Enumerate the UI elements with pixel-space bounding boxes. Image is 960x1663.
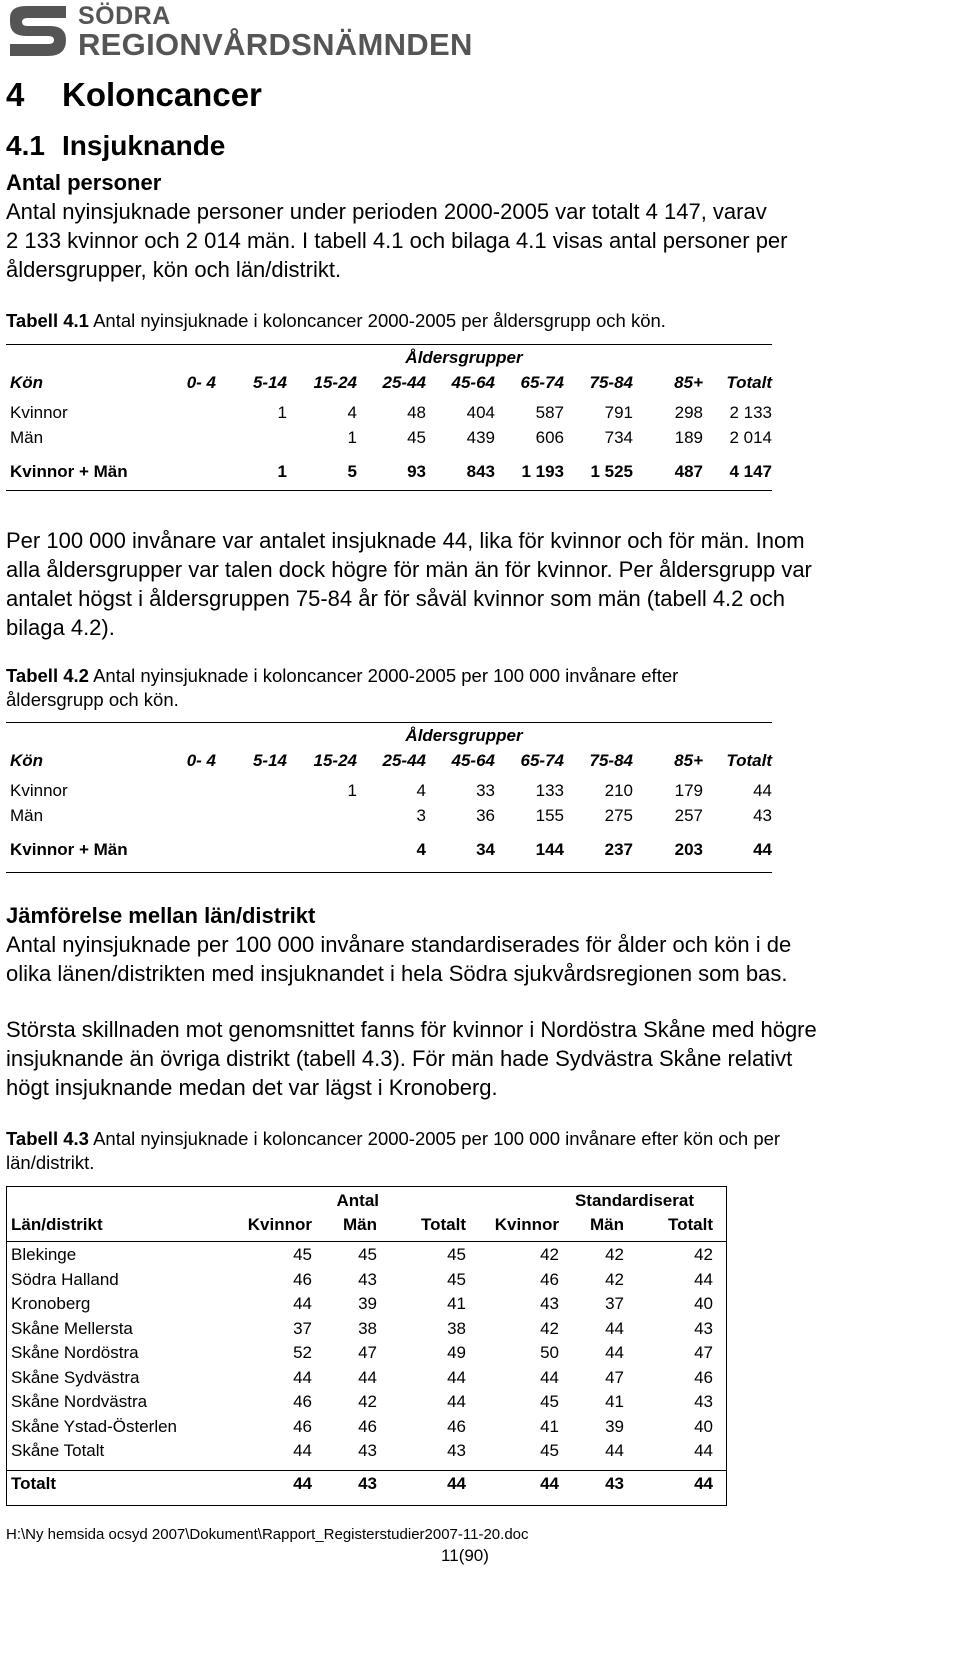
table-row	[7, 1343, 726, 1365]
table-cell: 45	[540, 1441, 559, 1460]
table-caption-4-3	[6, 1127, 780, 1175]
group-header-antal: Antal	[336, 1191, 379, 1210]
table-cell: 43	[540, 1294, 559, 1313]
caption-text: Antal nyinsjuknade i koloncancer 2000-2005 per åldersgrupp och kön.	[88, 310, 666, 331]
table-cell: 37	[293, 1318, 312, 1338]
caption-text: Antal nyinsjuknade i koloncancer 2000-2005 per 100 000 invånare efter kön och per	[88, 1128, 781, 1149]
column-header: 15-24	[313, 751, 357, 770]
column-header: Kvinnor	[494, 1215, 559, 1234]
table-cell: 36	[476, 806, 495, 825]
table-cell: 44	[358, 1367, 377, 1387]
table-cell: 93	[407, 462, 426, 481]
table-row	[6, 428, 772, 450]
table-cell: 43	[358, 1441, 377, 1460]
table-cell: 44	[293, 1474, 312, 1493]
group-header-standardiserat: Standardiserat	[574, 1191, 694, 1210]
table-cell: 42	[540, 1245, 559, 1264]
table-cell: Kvinnor	[10, 403, 68, 422]
table-cell: 48	[407, 403, 426, 422]
table-bottom-rule	[6, 872, 772, 873]
table-cell: 37	[605, 1294, 624, 1313]
logo-mark-icon	[6, 2, 70, 60]
table-bottom-rule	[6, 490, 772, 491]
table-cell: 45	[447, 1245, 466, 1264]
table-total-row	[6, 462, 772, 484]
table-cell: 46	[293, 1416, 312, 1436]
table-cell: 44	[293, 1367, 312, 1387]
table-cell: 44	[447, 1474, 466, 1493]
table-cell: 46	[358, 1416, 377, 1436]
column-header: 75-84	[589, 751, 633, 770]
column-header: Totalt	[667, 1215, 713, 1234]
table-cell: 44	[694, 1474, 713, 1493]
table-cell: 42	[540, 1318, 559, 1338]
table-cell: 46	[447, 1416, 466, 1436]
table-cell: 43	[447, 1441, 466, 1460]
table-top-rule	[6, 344, 772, 345]
paragraph-line: åldersgrupper, kön och län/distrikt.	[6, 257, 342, 282]
logo-text-line2: REGIONVÅRDSNÄMNDEN	[78, 27, 473, 62]
caption-label: Tabell 4.2	[6, 665, 89, 686]
table-cell: 179	[674, 781, 703, 800]
table-cell: Skåne Ystad-Österlen	[11, 1416, 177, 1436]
table-cell: 43	[605, 1474, 624, 1493]
table-cell: 3	[416, 806, 426, 825]
table-cell: 46	[694, 1367, 713, 1387]
table-cell: Södra Halland	[11, 1269, 119, 1289]
table-cell: 49	[447, 1343, 466, 1362]
table-group-header: Åldersgrupper	[405, 348, 523, 367]
table-cell: 46	[293, 1269, 312, 1289]
subheading-antal-personer: Antal personer	[6, 170, 162, 195]
table-cell: 298	[674, 403, 703, 422]
table-cell: 210	[604, 781, 633, 800]
table-cell: 4	[347, 403, 357, 422]
table-cell: 46	[293, 1392, 312, 1411]
table-cell: 39	[358, 1294, 377, 1313]
table-cell: 5	[347, 462, 357, 481]
table-cell: 43	[694, 1318, 713, 1338]
table-cell: 45	[358, 1245, 377, 1264]
table-cell: 4 147	[729, 462, 772, 481]
caption-label: Tabell 4.3	[6, 1128, 89, 1149]
column-header: Totalt	[420, 1215, 466, 1234]
table-cell: Män	[10, 428, 44, 447]
paragraph-line: antalet högst i åldersgruppen 75-84 år för såväl kvinnor som män (tabell 4.2 och	[6, 586, 785, 611]
table-cell: 46	[540, 1269, 559, 1289]
table-cell: 44	[293, 1294, 312, 1313]
table-row	[7, 1392, 726, 1414]
column-header: 45-64	[451, 751, 495, 770]
table-cell: Skåne Sydvästra	[11, 1367, 140, 1387]
table-cell: 2 133	[729, 403, 772, 422]
column-header: 85+	[674, 751, 703, 770]
table-row	[7, 1368, 726, 1390]
table-cell: 42	[605, 1245, 624, 1264]
table-cell: 43	[358, 1474, 377, 1493]
table-row	[7, 1441, 726, 1463]
table-cell: 1	[277, 462, 287, 481]
column-header: 75-84	[589, 373, 633, 392]
column-header: Totalt	[726, 373, 772, 392]
table-cell: 41	[540, 1416, 559, 1436]
table-cell: 44	[605, 1318, 624, 1338]
column-header: Män	[590, 1215, 624, 1234]
table-cell: 42	[694, 1245, 713, 1264]
column-header: Kvinnor	[247, 1215, 312, 1234]
section-heading	[6, 130, 225, 162]
table-cell: 43	[694, 1392, 713, 1411]
table-cell: 34	[476, 840, 495, 859]
logo-text-line1: SÖDRA	[78, 2, 171, 30]
column-header: Kön	[10, 751, 44, 770]
table-cell: 155	[535, 806, 564, 825]
paragraph-line: Per 100 000 invånare var antalet insjuknade 44, lika för kvinnor och för män. Inom	[6, 528, 805, 553]
table-cell: 1	[347, 781, 357, 800]
table-cell: 47	[605, 1367, 624, 1387]
table-row	[6, 806, 772, 828]
table-cell: 38	[358, 1318, 377, 1338]
column-header: 65-74	[520, 751, 564, 770]
column-header: 65-74	[520, 373, 564, 392]
table-cell: 43	[358, 1269, 377, 1289]
table-cell: 38	[447, 1318, 466, 1338]
section-title: Insjuknande	[62, 130, 226, 161]
column-header: Totalt	[726, 751, 772, 770]
table-cell: 47	[358, 1343, 377, 1362]
table-row	[6, 781, 772, 803]
paragraph-3	[6, 930, 791, 988]
table-cell: 39	[605, 1416, 624, 1436]
table-group-header-row	[7, 1191, 726, 1213]
table-cell: Kvinnor + Män	[10, 462, 128, 481]
table-caption-4-2	[6, 664, 678, 712]
table-cell: 843	[466, 462, 495, 481]
table-header-row	[7, 1215, 726, 1237]
table-cell: 45	[540, 1392, 559, 1411]
table-row	[7, 1319, 726, 1341]
table-cell: 275	[604, 806, 633, 825]
table-cell: Män	[10, 806, 44, 825]
chapter-heading	[6, 76, 262, 114]
table-row	[6, 403, 772, 425]
table-cell: 44	[540, 1474, 559, 1493]
section-number: 4.1	[6, 130, 45, 161]
paragraph-line: 2 133 kvinnor och 2 014 män. I tabell 4.1 och bilaga 4.1 visas antal personer per	[6, 228, 788, 253]
table-cell: 203	[674, 840, 703, 859]
table-row	[7, 1417, 726, 1439]
paragraph-line: Antal nyinsjuknade per 100 000 invånare standardiserades för ålder och kön i de	[6, 932, 792, 957]
column-header: 85+	[674, 373, 703, 392]
table-cell: 45	[293, 1245, 312, 1264]
caption-text-line2: län/distrikt.	[6, 1152, 95, 1173]
caption-text: Antal nyinsjuknade i koloncancer 2000-2005 per 100 000 invånare efter	[88, 665, 679, 686]
table-cell: 44	[447, 1367, 466, 1387]
paragraph-line: olika länen/distrikten med insjuknandet i hela Södra sjukvårdsregionen som bas.	[6, 961, 788, 986]
footer-file-path: H:\Ny hemsida ocsyd 2007\Dokument\Rapport_Registerstudier2007-11-20.doc	[6, 1526, 529, 1543]
chapter-title: Koloncancer	[62, 76, 262, 113]
table-cell: Skåne Nordöstra	[11, 1343, 139, 1362]
table-cell: 40	[694, 1416, 713, 1436]
table-header-row	[6, 373, 772, 395]
table-cell: 257	[674, 806, 703, 825]
column-header: 25-44	[382, 373, 426, 392]
column-header: 5-14	[252, 751, 287, 770]
table-cell: 41	[447, 1294, 466, 1313]
table-cell: Blekinge	[11, 1245, 77, 1264]
table-top-rule	[6, 722, 772, 723]
table-cell: Totalt	[11, 1474, 57, 1493]
table-cell: 587	[535, 403, 564, 422]
column-header: Län/distrikt	[11, 1215, 103, 1234]
paragraph-4	[6, 1015, 817, 1102]
table-cell: Kvinnor	[10, 781, 68, 800]
table-cell: 404	[466, 403, 495, 422]
table-cell: 487	[674, 462, 703, 481]
caption-text-line2: åldersgrupp och kön.	[6, 689, 179, 710]
paragraph-line: Antal nyinsjuknade personer under perioden 2000-2005 var totalt 4 147, varav	[6, 199, 767, 224]
table-cell: 44	[753, 840, 772, 859]
table-cell: 133	[535, 781, 564, 800]
table-row	[7, 1294, 726, 1316]
table-cell: 44	[540, 1367, 559, 1387]
column-header: Kön	[10, 373, 44, 392]
paragraph-line: insjuknande än övriga distrikt (tabell 4.3). För män hade Sydvästra Skåne relativt	[6, 1046, 793, 1071]
table-cell: 45	[447, 1269, 466, 1289]
table-cell: 44	[694, 1441, 713, 1460]
table-cell: 2 014	[729, 428, 772, 447]
organization-logo	[6, 2, 473, 62]
table-cell: 52	[293, 1343, 312, 1362]
table-cell: 44	[605, 1441, 624, 1460]
paragraph-1	[6, 197, 788, 284]
table-cell: 237	[604, 840, 633, 859]
table-cell: 33	[476, 781, 495, 800]
table-cell: 40	[694, 1294, 713, 1313]
table-cell: 47	[694, 1343, 713, 1362]
table-cell: 50	[540, 1343, 559, 1362]
table-cell: Kronoberg	[11, 1294, 91, 1313]
table-4-2	[6, 722, 772, 872]
table-cell: 44	[447, 1392, 466, 1411]
column-header: 0- 4	[186, 373, 216, 392]
table-cell: 144	[535, 840, 564, 859]
table-cell: 42	[605, 1269, 624, 1289]
table-cell: 1	[347, 428, 357, 447]
table-cell: 734	[604, 428, 633, 447]
table-total-row	[6, 840, 772, 862]
column-header: 5-14	[252, 373, 287, 392]
paragraph-line: bilaga 4.2).	[6, 615, 115, 640]
table-cell: Skåne Totalt	[11, 1441, 105, 1460]
subheading-jamforelse: Jämförelse mellan län/distrikt	[6, 903, 316, 928]
table-row	[7, 1245, 726, 1267]
table-cell: 1 525	[590, 462, 633, 481]
table-total-row	[7, 1474, 726, 1496]
table-cell: 4	[416, 781, 426, 800]
caption-label: Tabell 4.1	[6, 310, 89, 331]
table-cell: Skåne Mellersta	[11, 1318, 133, 1338]
table-cell: 606	[535, 428, 564, 447]
table-cell: 189	[674, 428, 703, 447]
table-4-3	[6, 1186, 727, 1506]
column-header: 25-44	[382, 751, 426, 770]
column-header: 45-64	[451, 373, 495, 392]
table-rule	[7, 1470, 726, 1471]
paragraph-line: Största skillnaden mot genomsnittet fanns för kvinnor i Nordöstra Skåne med högre	[6, 1017, 817, 1042]
paragraph-line: alla åldersgrupper var talen dock högre för män än för kvinnor. Per åldersgrupp var	[6, 557, 812, 582]
table-cell: 44	[753, 781, 772, 800]
table-cell: 43	[753, 806, 772, 825]
table-cell: 44	[293, 1441, 312, 1460]
table-cell: 791	[604, 403, 633, 422]
paragraph-2	[6, 526, 812, 642]
page-number: 11(90)	[441, 1546, 489, 1565]
table-4-1	[6, 344, 772, 482]
paragraph-line: högt insjuknande medan det var lägst i Kronoberg.	[6, 1075, 498, 1100]
column-header: 15-24	[313, 373, 357, 392]
table-cell: 439	[466, 428, 495, 447]
table-cell: 44	[694, 1269, 713, 1289]
table-row	[7, 1270, 726, 1292]
table-group-header: Åldersgrupper	[405, 726, 523, 745]
table-cell: 42	[358, 1392, 377, 1411]
chapter-number: 4	[6, 76, 25, 113]
table-cell: 4	[416, 840, 426, 859]
table-cell: 1 193	[521, 462, 564, 481]
table-caption-4-1	[6, 309, 666, 333]
table-cell: 45	[407, 428, 426, 447]
table-rule	[7, 1241, 726, 1242]
table-cell: 1	[277, 403, 287, 422]
table-cell: 44	[605, 1343, 624, 1362]
column-header: 0- 4	[186, 751, 216, 770]
table-cell: Kvinnor + Män	[10, 840, 128, 859]
column-header: Män	[343, 1215, 377, 1234]
table-header-row	[6, 751, 772, 773]
table-cell: 41	[605, 1392, 624, 1411]
table-cell: Skåne Nordvästra	[11, 1392, 148, 1411]
